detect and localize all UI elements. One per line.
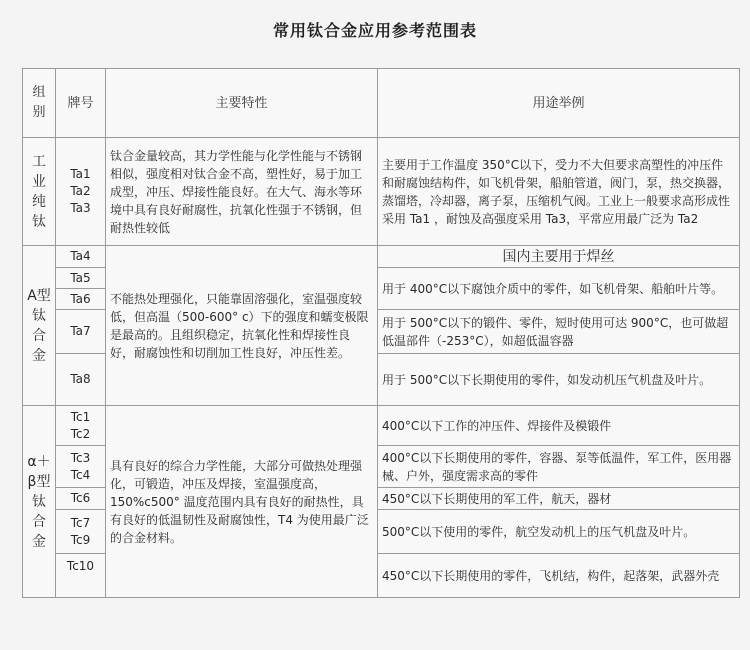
grade-tc9: Tc9 (70, 532, 91, 547)
header-grade: 牌号 (56, 69, 106, 138)
features-pure-titanium: 钛合金量较高，其力学性能与化学性能与不锈钢相似，强度相对钛合金不高，塑性好，易于加工成型，冲压、焊接性能良好。在大气、海水等环境中具有良好耐腐性，抗氧化性强于不锈钢，但耐热性较低 (106, 138, 378, 246)
group-name-pure-titanium: 工业纯钛 (23, 138, 56, 246)
grade-tc6: Tc6 (56, 488, 106, 510)
grade-ta1: Ta1 (70, 167, 91, 181)
grade-cell (56, 510, 106, 554)
table-row (23, 138, 740, 246)
grade-tc1: Tc1 (70, 409, 91, 424)
group-name-alpha-beta: α＋β型钛合金 (23, 406, 56, 598)
grade-tc3: Tc3 (70, 450, 91, 465)
use-tc6: 450°C以下长期使用的军工件，航天，器材 (378, 488, 740, 510)
grade-tc2: Tc2 (70, 426, 91, 441)
use-tc3-tc4: 400°C以下长期使用的零件，容器、泵等低温件，军工件，医用器械、户外，强度需求高的零件 (378, 446, 740, 488)
use-tc10: 450°C以下长期使用的零件，飞机结，构件，起落架，武器外壳 (378, 554, 740, 598)
grade-ta6: Ta6 (56, 289, 106, 310)
grade-tc7: Tc7 (70, 515, 91, 530)
grade-tc10: Tc10 (56, 554, 106, 598)
grade-ta2: Ta2 (70, 184, 91, 198)
table-row (23, 406, 740, 446)
grade-ta4: Ta4 (56, 246, 106, 268)
use-ta8: 用于 500°C以下长期使用的零件，如发动机压气机盘及叶片。 (378, 354, 740, 406)
header-features: 主要特性 (106, 69, 378, 138)
header-row (23, 69, 740, 138)
table-row (23, 246, 740, 268)
grade-tc4: Tc4 (70, 467, 91, 482)
grade-ta5: Ta5 (56, 268, 106, 289)
grade-cell (56, 446, 106, 488)
header-uses: 用途举例 (378, 69, 740, 138)
grade-ta7: Ta7 (56, 310, 106, 354)
group-name-a-type: A型钛合金 (23, 246, 56, 406)
use-pure-titanium: 主要用于工作温度 350°C以下，受力不大但要求高塑性的冲压件和耐腐蚀结构件，如飞机骨架，船舶管道，阀门，泵，热交换器，蒸馏塔，冷却器，离子泵，压缩机气阀。工业上一般要求高形成性采用 Ta1 ，耐蚀及高强度采用 Ta3，平常应用最广泛为 Ta2 (378, 138, 740, 246)
use-ta7: 用于 500°C以下的锻件、零件，短时使用可达 900°C，也可做超低温部件（-253°C），如超低温容器 (378, 310, 740, 354)
header-category: 组别 (23, 69, 56, 138)
page-title: 常用钛合金应用参考范围表 (272, 21, 477, 40)
features-a-type: 不能热处理强化，只能靠固溶强化，室温强度较低，但高温（500-600° c）下的强度和蠕变极限是最高的。且组织稳定，抗氧化性和焊接性良好，耐腐蚀性和切削加工性良好，冲压性差。 (106, 246, 378, 406)
use-ta5-ta6: 用于 400°C以下腐蚀介质中的零件，如飞机骨架、船舶叶片等。 (378, 268, 740, 310)
grade-ta3: Ta3 (70, 201, 91, 215)
features-alpha-beta: 具有良好的综合力学性能，大部分可做热处理强化，可锻造，冲压及焊接，室温强度高，150%c500° 温度范围内具有良好的耐热性，具有良好的低温韧性及耐腐蚀性，T4 为使用最广泛的合金材料。 (106, 406, 378, 598)
use-tc1-tc2: 400°C以下工作的冲压件、焊接件及模锻件 (378, 406, 740, 446)
grade-cell (56, 406, 106, 446)
use-tc7-tc9: 500°C以下使用的零件，航空发动机上的压气机盘及叶片。 (378, 510, 740, 554)
titanium-alloy-table (22, 68, 740, 598)
grade-ta8: Ta8 (56, 354, 106, 406)
grade-cell (56, 138, 106, 246)
use-ta4: 国内主要用于焊丝 (378, 246, 740, 268)
